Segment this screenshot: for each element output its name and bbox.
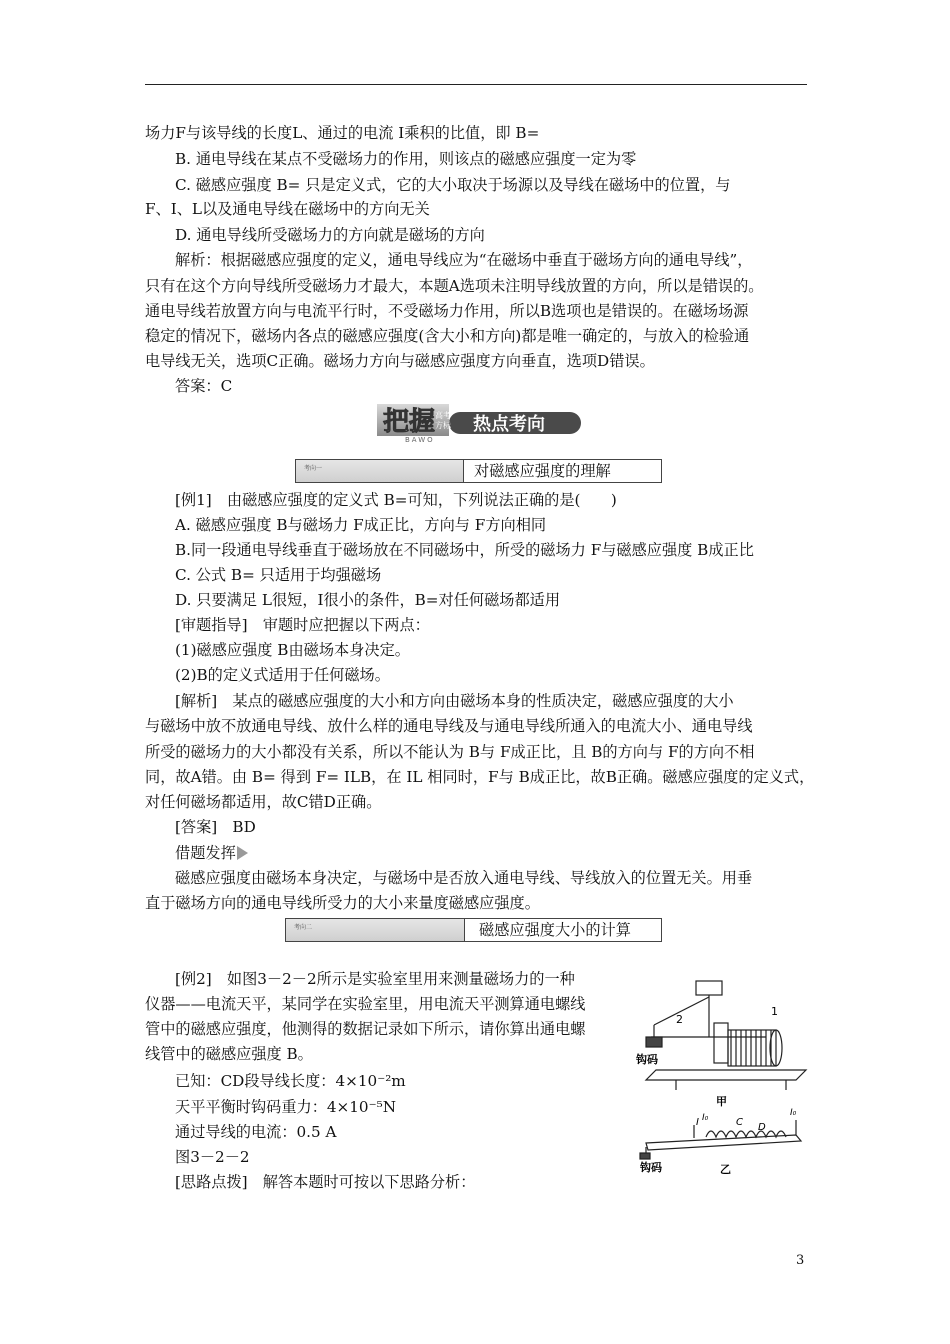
- current-balance-figure: [636, 975, 826, 1175]
- bawo-banner: [375, 400, 595, 444]
- kaoxiang-box-1: [295, 459, 662, 483]
- banner-small2: 方标: [435, 421, 451, 430]
- banner-big1: 把握: [383, 407, 436, 437]
- option-b: B. 通电导线在某点不受磁场力的作用，则该点的磁感应强度一定为零: [175, 150, 637, 168]
- fig-label-D: D: [758, 1122, 766, 1133]
- example-2-line: 管中的磁感应强度，他测得的数据记录如下所示，请你算出通电螺: [145, 1020, 586, 1038]
- jieti-line: 直于磁场方向的通电导线所受力的大小来量度磁感应强度。: [145, 894, 540, 912]
- jiexi-line: 对任何磁场都适用，故C错D正确。: [145, 793, 382, 811]
- analysis-line: 只有在这个方向导线所受磁场力才最大，本题A选项未注明导线放置的方向，所以是错误的。: [145, 277, 764, 295]
- silu-heading: [思路点拨] 解答本题时可按以下思路分析：: [175, 1173, 476, 1191]
- kaoxiang-tag: 考向二: [286, 919, 465, 941]
- given-weight: 天平平衡时钩码重力：4×10⁻⁵N: [175, 1098, 396, 1116]
- page-number: 3: [796, 1253, 805, 1268]
- fig-label-yi: 乙: [720, 1163, 731, 1175]
- header-rule: [145, 84, 807, 85]
- analysis-line: 解析：根据磁感应强度的定义，通电导线应为“在磁场中垂直于磁场方向的通电导线”，: [175, 251, 753, 269]
- figure-caption: 图3－2－2: [175, 1148, 250, 1166]
- guide-point: (2)B的定义式适用于任何磁场。: [175, 666, 390, 684]
- fig-label-C: C: [736, 1117, 743, 1128]
- banner-pinyin: BAWO: [405, 436, 435, 444]
- given-current: 通过导线的电流：0.5 A: [175, 1123, 337, 1141]
- example-1-stem: [例1] 由磁感应强度的定义式 B=可知，下列说法正确的是( ): [175, 491, 617, 509]
- play-arrow-icon: [237, 846, 248, 860]
- choice-b: B.同一段通电导线垂直于磁场放在不同磁场中，所受的磁场力 F与磁感应强度 B成正比: [175, 541, 754, 559]
- option-d: D. 通电导线所受磁场力的方向就是磁场的方向: [175, 226, 485, 244]
- option-c: C. 磁感应强度 B= 只是定义式，它的大小取决于场源以及导线在磁场中的位置，与: [175, 176, 731, 194]
- analysis-line: 稳定的情况下，磁场内各点的磁感应强度(含大小和方向)都是唯一确定的，与放入的检验通: [145, 327, 750, 345]
- kaoxiang-box-2: [285, 918, 662, 942]
- fig-label-I0a: I₀: [702, 1113, 709, 1123]
- jieti-heading: 借题发挥: [175, 842, 248, 864]
- choice-d: D. 只要满足 L很短，I很小的条件，B=对任何磁场都适用: [175, 591, 561, 609]
- fig-label-jia: 甲: [716, 1095, 727, 1108]
- guide-heading: [审题指导] 审题时应把握以下两点：: [175, 616, 430, 634]
- kaoxiang-title: 对磁感应强度的理解: [474, 462, 611, 480]
- fig-label-I0b: I₀: [790, 1108, 797, 1118]
- banner-big2: 热点考向: [473, 414, 545, 435]
- fig-label-weight-b: 钩码: [640, 1161, 662, 1174]
- analysis-line: 通电导线若放置方向与电流平行时，不受磁场力作用，所以B选项也是错误的。在磁场场源: [145, 302, 749, 320]
- fig-label-1: 1: [771, 1005, 778, 1018]
- given-length: 已知：CD段导线长度：4×10⁻²m: [175, 1072, 406, 1090]
- text-line: F、I、L以及通电导线在磁场中的方向无关: [145, 200, 430, 218]
- answer-bd: [答案] BD: [175, 818, 256, 836]
- jiexi-line: [解析] 某点的磁感应强度的大小和方向由磁场本身的性质决定，磁感应强度的大小: [175, 692, 734, 710]
- jiexi-line: 与磁场中放不放通电导线、放什么样的通电导线及与通电导线所通入的电流大小、通电导线: [145, 717, 753, 735]
- kaoxiang-tag: 考向一: [296, 460, 464, 482]
- example-2-line: [例2] 如图3－2－2所示是实验室里用来测量磁场力的一种: [175, 970, 575, 988]
- example-2-line: 仪器——电流天平，某同学在实验室里，用电流天平测算通电螺线: [145, 995, 586, 1013]
- choice-c: C. 公式 B= 只适用于均强磁场: [175, 566, 382, 584]
- jiexi-line: 所受的磁场力的大小都没有关系，所以不能认为 B与 F成正比，且 B的方向与 F的方向不相: [145, 743, 755, 761]
- example-2-line: 线管中的磁感应强度 B。: [145, 1045, 313, 1063]
- guide-point: (1)磁感应强度 B由磁场本身决定。: [175, 641, 410, 659]
- answer-line: 答案：C: [175, 377, 233, 395]
- kaoxiang-title: 磁感应强度大小的计算: [479, 921, 631, 939]
- banner-small1: 高考: [435, 411, 451, 420]
- fig-label-I: I: [696, 1117, 699, 1128]
- choice-a: A. 磁感应强度 B与磁场力 F成正比，方向与 F方向相同: [175, 516, 547, 534]
- jiexi-line: 同，故A错。由 B= 得到 F= ILB，在 IL 相同时，F与 B成正比，故B正确。磁感应强度的定义式，: [145, 768, 815, 786]
- jieti-line: 磁感应强度由磁场本身决定，与磁场中是否放入通电导线、导线放入的位置无关。用垂: [175, 869, 753, 887]
- fig-label-weight-a: 钩码: [636, 1053, 658, 1066]
- fig-label-2: 2: [676, 1013, 683, 1026]
- analysis-line: 电导线无关，选项C正确。磁场力方向与磁感应强度方向垂直，选项D错误。: [145, 352, 655, 370]
- text-line: 场力F与该导线的长度L、通过的电流 I乘积的比值，即 B=: [145, 124, 540, 142]
